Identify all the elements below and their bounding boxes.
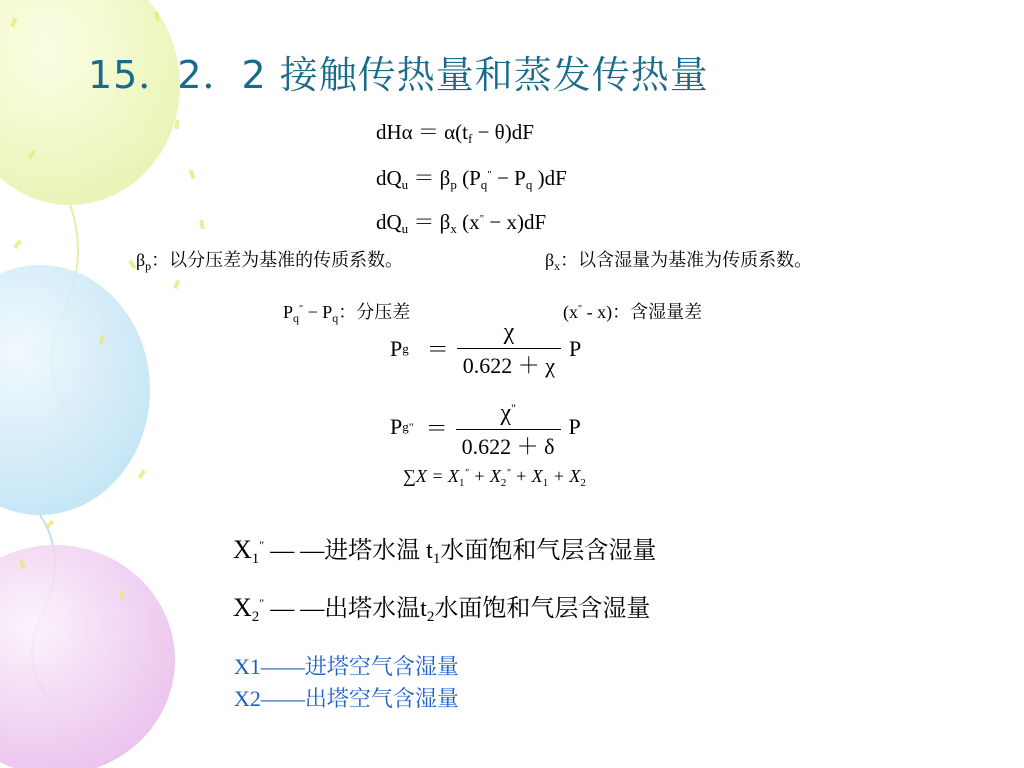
f2-rhs: P xyxy=(568,414,581,439)
pq-sup: " xyxy=(299,304,304,315)
pq-sub: q xyxy=(293,311,300,325)
f2-numerator xyxy=(494,394,522,429)
x-text: - x)：含湿量差 xyxy=(582,302,703,322)
def1-symbol: X xyxy=(233,535,252,564)
f1-rhs: P xyxy=(569,335,582,361)
def1-sub2: 1 xyxy=(432,551,441,567)
f1-numerator: χ xyxy=(503,319,515,345)
eq2-sub-q: q xyxy=(480,177,488,192)
equation-dq-x xyxy=(376,206,546,237)
equation-dq-p xyxy=(376,162,567,193)
eq3-sup: " xyxy=(479,213,485,225)
def2-text: — —出塔水温t xyxy=(264,596,427,622)
def2-sub2: 2 xyxy=(426,609,435,625)
beta-x-text: ：以含湿量为基准为传质系数。 xyxy=(560,250,813,270)
pq-text: ：分压差 xyxy=(338,302,411,322)
beta-p-sub: p xyxy=(145,259,152,273)
beta-x-symbol: β xyxy=(545,250,555,270)
eq2-pq: (P xyxy=(456,166,481,190)
eq2-sub-p: p xyxy=(450,177,457,192)
def1-text: — —进塔水温 t xyxy=(264,538,433,564)
sum-sub2: 2 xyxy=(500,477,507,489)
f1-lhs-sub: g xyxy=(402,340,409,356)
note-beta-x xyxy=(545,246,812,274)
eq3-tail: − x)dF xyxy=(484,210,547,234)
f2-lhs-sub: g xyxy=(402,419,409,434)
x-sup: " xyxy=(578,304,583,315)
x-symbol: (x xyxy=(563,302,578,322)
sum-sup2: " xyxy=(506,468,511,479)
x1-definition-blue: X1——进塔空气含湿量 xyxy=(234,654,459,679)
note-humidity-diff xyxy=(563,298,702,324)
def1-sup: " xyxy=(259,538,265,552)
eq2-sub-q2: q xyxy=(525,177,533,192)
x2-definition-blue: X2——出塔空气含湿量 xyxy=(234,686,459,711)
sum-sup1: " xyxy=(464,468,469,479)
f2-equals: ＝ xyxy=(425,415,448,441)
eq1-main: dHα ＝ α(t xyxy=(376,120,468,144)
sum-sub3: 1 xyxy=(542,477,549,489)
eq2-minus: − P xyxy=(491,166,526,190)
pq-minus: − P xyxy=(303,302,333,322)
def2-sub: 2 xyxy=(251,609,260,625)
f1-equals: ＝ xyxy=(426,337,449,362)
eq2-sup: " xyxy=(487,169,492,181)
f2-num-chi: χ xyxy=(500,400,511,426)
f2-lhs: P xyxy=(390,414,403,439)
def1-tail: 水面饱和气层含湿量 xyxy=(440,538,657,564)
pq-symbol: P xyxy=(283,302,294,322)
def2-symbol: X xyxy=(233,593,252,622)
beta-x-sub: x xyxy=(554,259,561,273)
formula-pg xyxy=(390,318,581,379)
eq3-x: (x xyxy=(456,210,480,234)
eq3-sub-x: x xyxy=(450,221,457,236)
beta-p-text: ：以分压差为基准的传质系数。 xyxy=(151,250,404,270)
eq1-sub: f xyxy=(468,131,473,146)
sum-sub4: 2 xyxy=(580,477,586,489)
def2-tail: 水面饱和气层含湿量 xyxy=(434,596,651,622)
slide-title: 15．2．2 接触传热量和蒸发传热量 xyxy=(88,53,709,97)
eq3-sub-u: u xyxy=(401,221,409,236)
sum-plus3: + X xyxy=(548,466,581,486)
sum-plus1: + X xyxy=(468,466,501,486)
f1-fraction xyxy=(457,318,561,379)
beta-p-symbol: β xyxy=(136,250,146,270)
f2-denominator: 0.622 ＋ δ xyxy=(456,429,561,460)
f2-fraction xyxy=(456,394,561,460)
sum-main: ∑X = X xyxy=(403,466,459,486)
sum-formula xyxy=(403,466,586,489)
formula-pg-double-prime xyxy=(390,394,581,460)
eq2-main: dQ xyxy=(376,166,402,190)
eq2-sub-u: u xyxy=(401,177,409,192)
equation-dh xyxy=(376,116,534,147)
def2-sup: " xyxy=(259,596,265,610)
definition-x1-double-prime xyxy=(233,530,656,568)
pq-sub2: q xyxy=(332,311,339,325)
definition-x2-double-prime xyxy=(233,588,650,626)
eq2-tail: )dF xyxy=(532,166,567,190)
f2-num-sup: " xyxy=(510,401,516,415)
f1-lhs: P xyxy=(390,335,403,361)
eq3-beta: ＝ β xyxy=(408,210,451,234)
f2-lhs-sup: " xyxy=(408,419,414,434)
eq3-main: dQ xyxy=(376,210,402,234)
note-beta-p xyxy=(136,246,403,274)
sum-plus2: + X xyxy=(510,466,543,486)
eq1-tail: − θ)dF xyxy=(472,120,534,144)
purple-balloon xyxy=(0,545,175,768)
eq2-beta: ＝ β xyxy=(408,166,451,190)
def1-sub: 1 xyxy=(251,551,260,567)
sum-sub1: 1 xyxy=(458,477,465,489)
f1-denominator: 0.622 ＋ χ xyxy=(457,348,561,379)
